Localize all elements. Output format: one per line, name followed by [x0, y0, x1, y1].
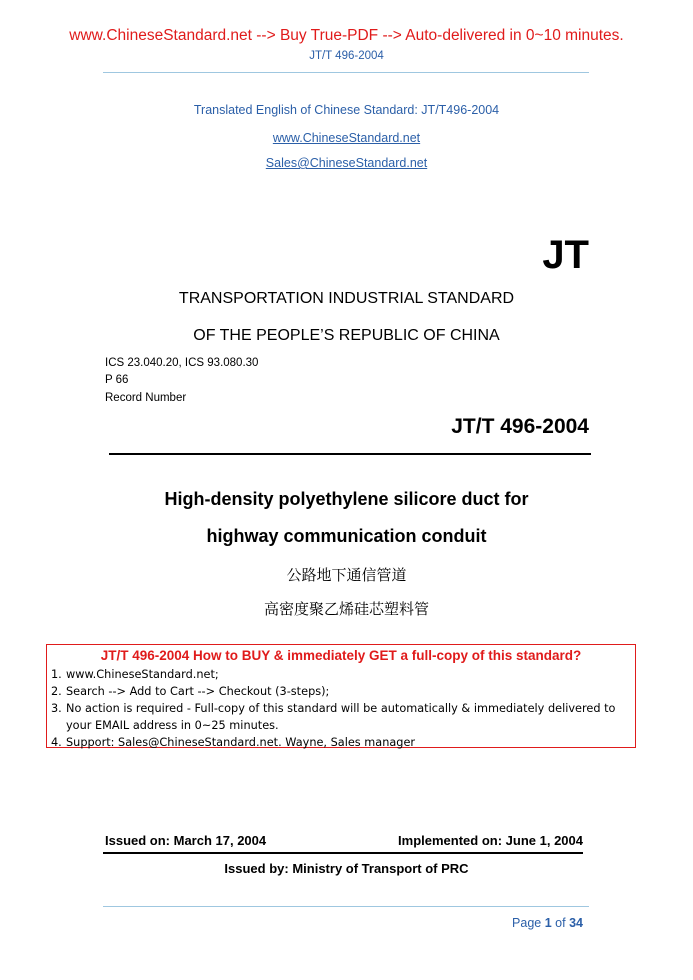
- chinese-title-line2: 高密度聚乙烯硅芯塑料管: [263, 600, 429, 618]
- email-link[interactable]: Sales@ChineseStandard.net: [265, 156, 428, 170]
- top-banner: www.ChineseStandard.net --> Buy True-PDF --> Auto-delivered in 0~10 minutes.: [69, 27, 624, 44]
- list-item: [51, 683, 626, 700]
- english-title-line2: highway communication conduit: [206, 526, 487, 546]
- english-title-line1: High-density polyethylene silicore duct for: [164, 489, 529, 509]
- header-divider: [103, 72, 589, 73]
- email-link-row: [0, 154, 693, 172]
- page-of: of: [555, 916, 566, 930]
- list-item: [51, 700, 626, 734]
- list-item: [51, 666, 626, 683]
- issuing-authority: Issued by: Ministry of Transport of PRC: [224, 861, 469, 876]
- standard-code: JT/T 496-2004: [451, 415, 589, 438]
- title-divider: [109, 453, 591, 455]
- page-total: 34: [569, 916, 583, 930]
- list-item-number: 3.: [51, 702, 62, 715]
- website-link-row: [0, 129, 693, 147]
- purchase-info-box: [46, 644, 636, 748]
- list-item-number: 2.: [51, 685, 62, 698]
- header-standard-code: JT/T 496-2004: [309, 50, 384, 62]
- page-current: 1: [544, 916, 552, 930]
- dates-divider: [103, 852, 583, 854]
- list-item-text: Support: Sales@ChineseStandard.net. Wayne, Sales manager: [66, 736, 416, 749]
- purchase-steps-list: [51, 666, 626, 751]
- standard-mark: JT: [542, 233, 589, 277]
- list-item-text: No action is required - Full-copy of this standard will be automatically & immediately delivered to your EMAIL address in 0~25 minutes.: [66, 702, 616, 732]
- page-number: [512, 916, 583, 930]
- list-item: [51, 734, 626, 751]
- list-item-text: Search --> Add to Cart --> Checkout (3-steps);: [66, 685, 330, 698]
- list-item-number: 1.: [51, 668, 62, 681]
- ics-codes: ICS 23.040.20, ICS 93.080.30: [105, 357, 259, 369]
- purchase-box-title: JT/T 496-2004 How to BUY & immediately GET a full-copy of this standard?: [100, 648, 582, 663]
- issued-on-date: Issued on: March 17, 2004: [105, 833, 267, 848]
- implemented-on-date: Implemented on: June 1, 2004: [398, 833, 583, 848]
- website-link[interactable]: www.ChineseStandard.net: [272, 131, 421, 145]
- list-item-text: www.ChineseStandard.net;: [66, 668, 219, 681]
- record-number: Record Number: [105, 392, 187, 404]
- standard-type-line2: OF THE PEOPLE’S REPUBLIC OF CHINA: [193, 327, 500, 344]
- footer-divider: [103, 906, 589, 907]
- standard-type-line1: TRANSPORTATION INDUSTRIAL STANDARD: [178, 290, 515, 307]
- translated-line: Translated English of Chinese Standard: JT/T496-2004: [193, 103, 500, 117]
- page-label: Page: [512, 916, 542, 930]
- p-code: P 66: [105, 374, 129, 386]
- list-item-number: 4.: [51, 736, 62, 749]
- chinese-title-line1: 公路地下通信管道: [286, 566, 407, 584]
